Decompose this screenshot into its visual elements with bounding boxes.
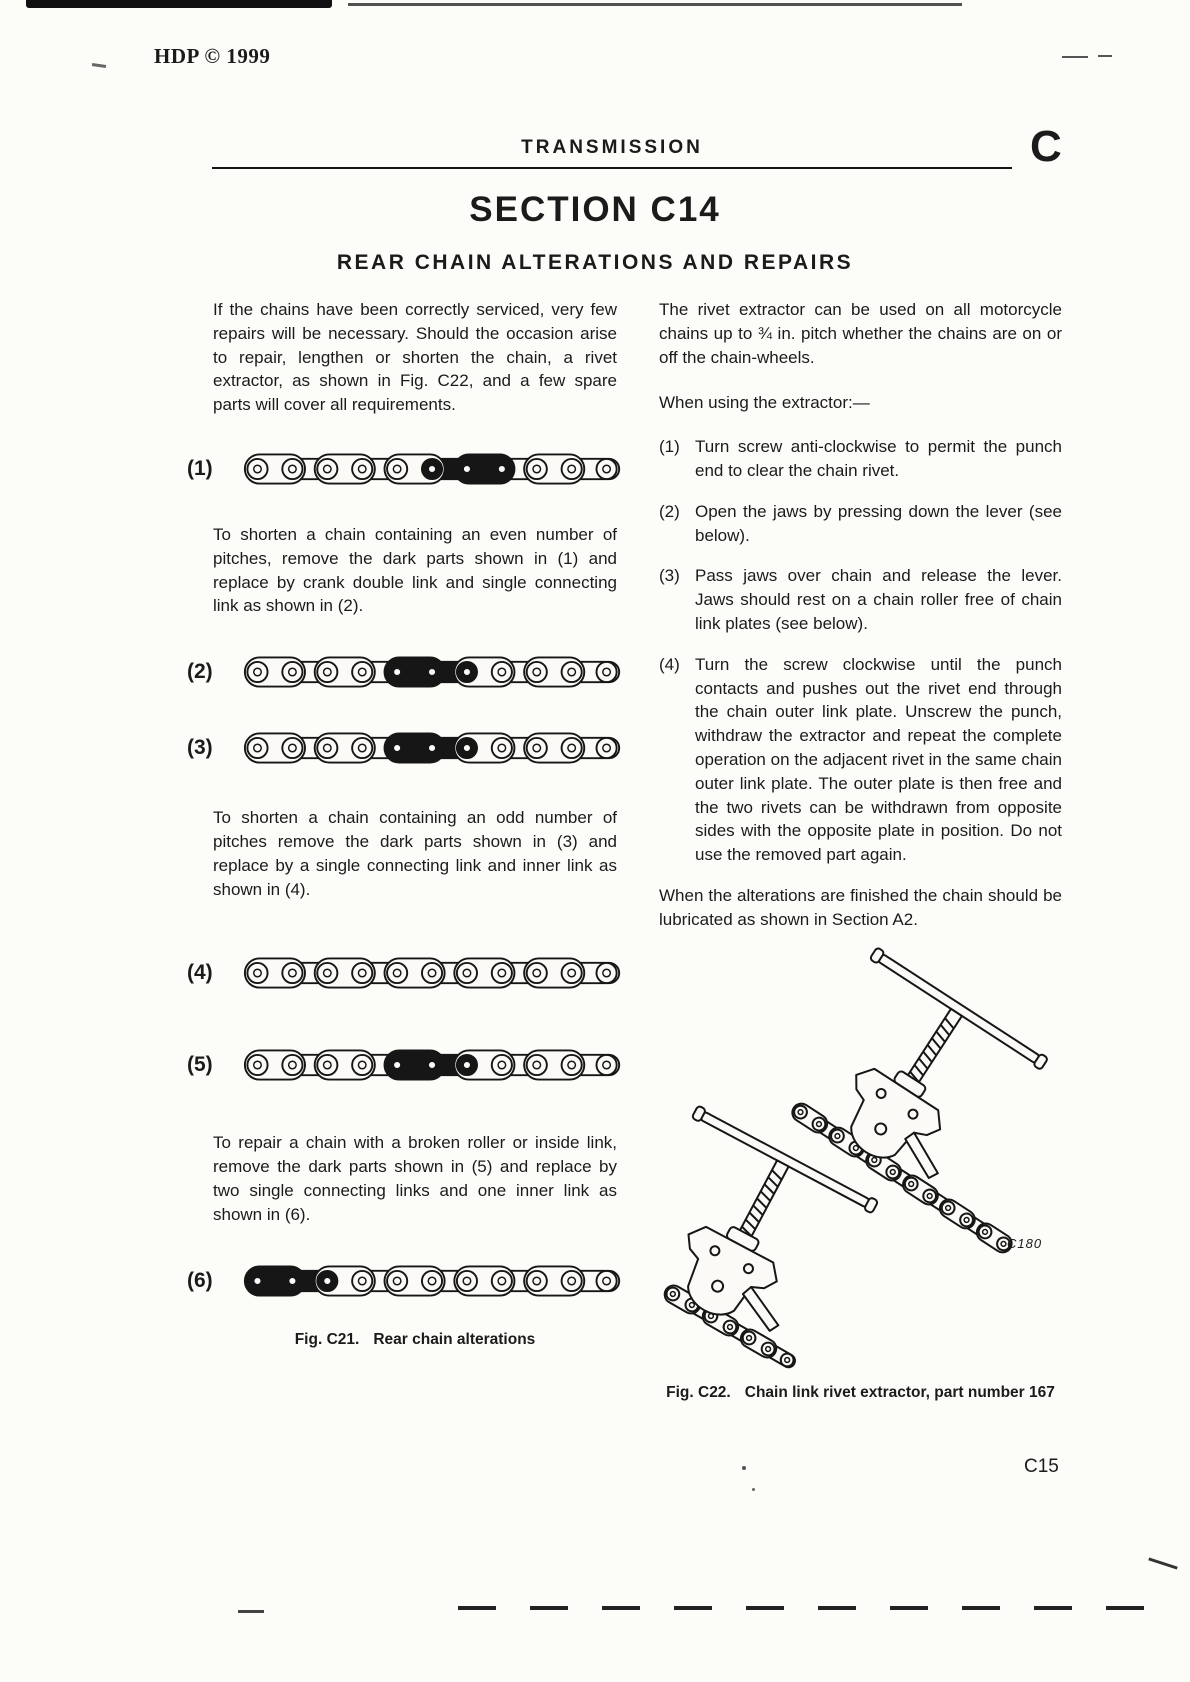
chain-illustration-1 <box>237 437 629 501</box>
left-column <box>187 298 617 1349</box>
chain-figure-6 <box>187 1249 617 1313</box>
scan-artifact-bottom-dashes <box>458 1606 1158 1610</box>
figure-label-3: (3) <box>187 736 213 760</box>
figure-c21-number: Fig. C21. <box>294 1330 360 1348</box>
scan-artifact-bottom-right-diag <box>1148 1557 1177 1569</box>
paragraph-even-pitches: To shorten a chain containing an even number of pitches, remove the dark parts shown in (1) and replace by crank double link and single connecting link as shown in (2). <box>213 524 617 616</box>
scan-artifact-top-line <box>348 3 962 6</box>
step-4-number: (4) <box>659 654 680 674</box>
paragraph-broken-roller: To repair a chain with a broken roller or inside link, remove the dark parts shown in (5) and replace by two single connecting links and one inner link as shown in (6). <box>213 1133 617 1224</box>
figure-label-6: (6) <box>187 1268 213 1292</box>
header-rule <box>212 167 1012 169</box>
step-1-text: Turn screw anti-clockwise to permit the punch end to clear the chain rivet. <box>695 437 1062 480</box>
scan-artifact-speck-2 <box>752 1488 755 1491</box>
page-number: C15 <box>1024 1456 1059 1477</box>
paragraph-odd-pitches: To shorten a chain containing an odd number of pitches remove the dark parts shown in (3) and replace by a single connecting link and inner link as shown in (4). <box>213 808 617 899</box>
figure-c22-text: Chain link rivet extractor, part number 167 <box>744 1383 1055 1401</box>
chain-illustration-2 <box>237 640 629 704</box>
figure-c21-caption <box>213 1331 617 1349</box>
chain-figure-2 <box>187 640 617 704</box>
chain-illustration-3 <box>237 716 629 780</box>
step-2-number: (2) <box>659 501 680 521</box>
chain-figure-4 <box>187 941 617 1005</box>
extractor-tool-top <box>780 947 1048 1207</box>
step-2-text: Open the jaws by pressing down the lever (see below). <box>695 501 1062 545</box>
scan-artifact-left-mark <box>92 63 106 68</box>
figure-c21-text: Rear chain alterations <box>373 1330 536 1348</box>
paragraph-extractor-use: The rivet extractor can be used on all motorcycle chains up to ¾ in. pitch whether the chains are on or off the chain-wheels. <box>659 300 1062 367</box>
running-header: TRANSMISSION <box>521 137 703 158</box>
extractor-steps <box>659 435 1062 867</box>
drawing-code-label: C180 <box>1007 1235 1043 1251</box>
paragraph-when-using: When using the extractor:— <box>659 393 870 413</box>
paragraph-lubrication: When the alterations are finished the chain should be lubricated as shown in Section A2. <box>659 885 1062 929</box>
step-3 <box>659 564 1062 635</box>
page-subtitle: REAR CHAIN ALTERATIONS AND REPAIRS <box>336 251 854 274</box>
scan-artifact-top-right-dash2 <box>1098 55 1112 57</box>
step-3-number: (3) <box>659 566 680 586</box>
scan-artifact-bottom-left-dash <box>238 1610 264 1613</box>
chain-figure-1 <box>187 437 617 501</box>
figure-label-2: (2) <box>187 660 213 684</box>
step-3-text: Pass jaws over chain and release the lever. Jaws should rest on a chain roller free of chain link plates (see below). <box>695 566 1062 633</box>
chain-illustration-6 <box>237 1249 629 1313</box>
chain-figure-3 <box>187 716 617 780</box>
figure-label-1: (1) <box>187 456 213 480</box>
chain-illustration-4 <box>237 941 629 1005</box>
chain-illustration-5 <box>237 1033 629 1097</box>
figure-label-5: (5) <box>187 1053 213 1077</box>
rivet-extractor-illustration <box>645 938 1085 1382</box>
figure-label-4: (4) <box>187 961 213 985</box>
step-2 <box>659 500 1062 548</box>
scan-artifact-top-left <box>26 0 332 8</box>
section-letter: C <box>1030 122 1062 171</box>
copyright-stamp: HDP © 1999 <box>154 44 271 68</box>
scan-artifact-top-right-dash <box>1062 56 1088 58</box>
chain-figure-5 <box>187 1033 617 1097</box>
right-column <box>659 298 1062 1402</box>
step-1-number: (1) <box>659 437 680 457</box>
scan-artifact-speck-1 <box>742 1466 746 1470</box>
step-4 <box>659 653 1062 867</box>
figure-c22-number: Fig. C22. <box>666 1383 731 1401</box>
paragraph-intro: If the chains have been correctly serviced, very few repairs will be necessary. Should the occasion arise to repair, lengthen or shorten the chain, a rivet extractor, as shown in Fig. C22, and a few spare parts will cover all requirements. <box>213 300 617 415</box>
page-title: SECTION C14 <box>469 190 721 229</box>
figure-c22-caption <box>659 1384 1062 1402</box>
step-4-text: Turn the screw clockwise until the punch contacts and pushes out the rivet end through the chain outer link plate. Unscrew the punch, withdraw the extractor and repeat the complete operation on the adjacent rivet in the same chain outer link plate. The outer plate is then free and the two rivets can be withdrawn from opposite sides with the opposite plate in position. Do not use the removed part again. <box>695 654 1062 865</box>
rivet-extractor-figure <box>645 938 1085 1382</box>
step-1 <box>659 435 1062 483</box>
